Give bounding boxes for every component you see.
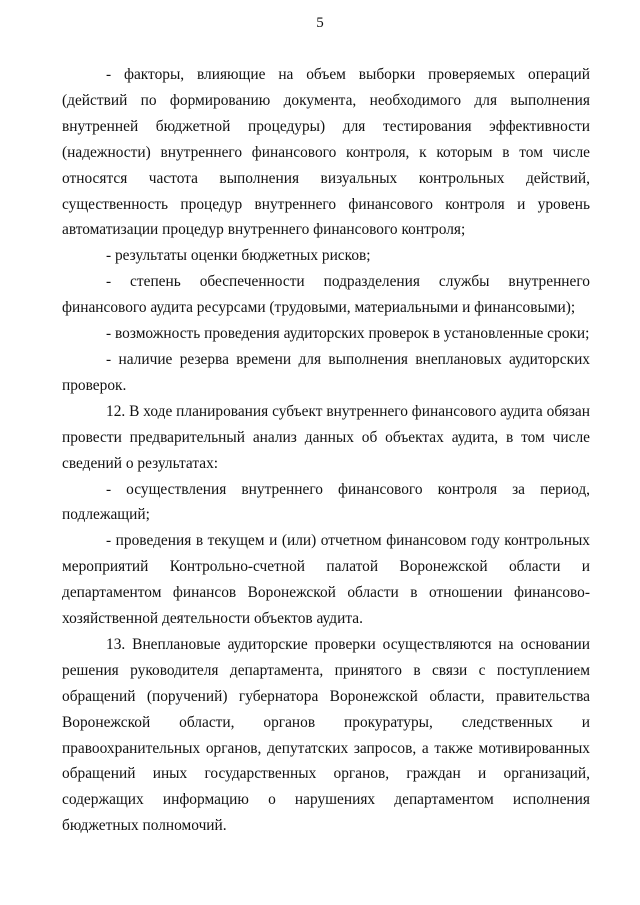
paragraph-factors-sample-size: - факторы, влияющие на объем выборки проверяемых операций (действий по формированию документа, необходимого для выполнения внутренней бюджетной процедуры) для тестирования эффективности (надежности) внутреннего финансового контроля, к которым в том числе относятся частота выполнения визуальных контрольных действий, существенность процедур внутреннего финансового контроля и уровень автоматизации процедур внутреннего финансового контроля;: [62, 66, 590, 239]
paragraph-audit-deadlines: - возможность проведения аудиторских проверок в установленные сроки;: [106, 325, 590, 343]
page-number: 5: [316, 15, 324, 31]
paragraph-time-reserve: - наличие резерва времени для выполнения внеплановых аудиторских проверок.: [62, 350, 590, 394]
paragraph-section-12: 12. В ходе планирования субъект внутреннего финансового аудита обязан провести предварительный анализ данных об объектах аудита, в том числе сведений о результатах:: [62, 402, 590, 472]
paragraph-section-13: 13. Внеплановые аудиторские проверки осуществляются на основании решения руководителя департамента, принятого в связи с поступлением обращений (поручений) губернатора Воронежской области, правительства Воронежской области, органов прокуратуры, следственных и правоохранительных органов, депутатских запросов, а также мотивированных обращений иных государственных органов, граждан и организаций, содержащих информацию о нарушениях департаментом исполнения бюджетных полномочий.: [62, 635, 590, 835]
paragraph-budget-risk-results: - результаты оценки бюджетных рисков;: [106, 247, 371, 265]
paragraph-internal-control-results: - осуществления внутреннего финансового контроля за период, подлежащий;: [62, 480, 590, 524]
paragraph-resource-provision: - степень обеспеченности подразделения службы внутреннего финансового аудита ресурсами (трудовыми, материальными и финансовыми);: [62, 273, 590, 317]
document-body: [62, 62, 590, 839]
paragraph-control-measures: - проведения в текущем и (или) отчетном финансовом году контрольных мероприятий Контрольно-счетной палатой Воронежской области и департаментом финансов Воронежской области в отношении финансово-хозяйственной деятельности объектов аудита.: [62, 532, 590, 628]
